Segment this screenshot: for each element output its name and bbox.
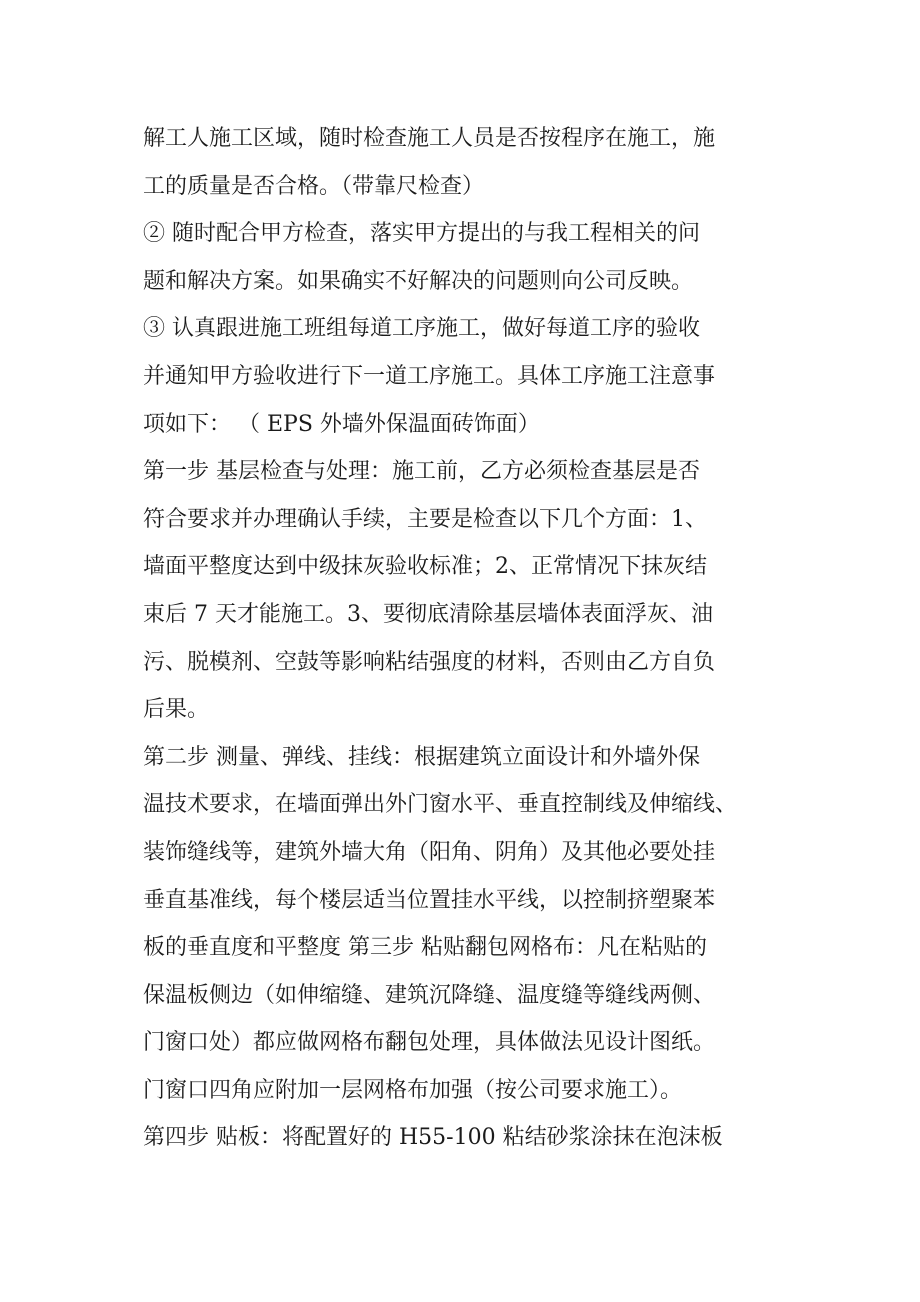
text-line-18: 板的垂直度和平整度 第三步 粘贴翻包网格布：凡在粘贴的 (143, 935, 707, 961)
text-line-17: 垂直基准线，每个楼层适当位置挂水平线，以控制挤塑聚苯 (143, 887, 716, 913)
text-line-11: 束后 7 天才能施工。3、要彻底清除基层墙体表面浮灰、油 (143, 601, 713, 627)
text-line-10: 墙面平整度达到中级抹灰验收标准；2、正常情况下抹灰结 (143, 554, 707, 580)
body-text (143, 115, 793, 1162)
text-line-15: 温技术要求，在墙面弹出外门窗水平、垂直控制线及伸缩线、 (143, 792, 738, 818)
text-line-1: 解工人施工区域，随时检查施工人员是否按程序在施工，施 (143, 126, 716, 151)
text-line-20: 门窗口处）都应做网格布翻包处理，具体做法见设计图纸。 (143, 1030, 716, 1056)
text-line-13: 后果。 (143, 697, 210, 723)
text-line-2: 工的质量是否合格。（带靠尺检查） (143, 173, 485, 199)
text-line-21: 门窗口四角应附加一层网格布加强（按公司要求施工）。 (143, 1077, 683, 1103)
text-line-16: 装饰缝线等，建筑外墙大角（阳角、阴角）及其他必要处挂 (143, 839, 716, 865)
text-line-22: 第四步 贴板：将配置好的 H55-100 粘结砂浆涂抹在泡沫板 (143, 1125, 723, 1151)
text-line-4: 题和解决方案。如果确实不好解决的问题则向公司反映。 (143, 268, 694, 294)
text-line-14: 第二步 测量、弹线、挂线：根据建筑立面设计和外墙外保 (143, 744, 700, 770)
text-line-3: ② 随时配合甲方检查，落实甲方提出的与我工程相关的问 (143, 221, 700, 247)
text-line-19: 保温板侧边（如伸缩缝、建筑沉降缝、温度缝等缝线两侧、 (143, 982, 716, 1008)
text-line-6: 并通知甲方验收进行下一道工序施工。具体工序施工注意事 (143, 363, 716, 389)
text-line-5: ③ 认真跟进施工班组每道工序施工，做好每道工序的验收 (143, 316, 700, 342)
text-line-8: 第一步 基层检查与处理：施工前，乙方必须检查基层是否 (143, 459, 700, 485)
text-line-12: 污、脱模剂、空鼓等影响粘结强度的材料，否则由乙方自负 (143, 649, 716, 675)
text-line-9: 符合要求并办理确认手续，主要是检查以下几个方面：1、 (143, 506, 707, 532)
text-line-7: 项如下： （ EPS 外墙外保温面砖饰面） (143, 411, 540, 437)
